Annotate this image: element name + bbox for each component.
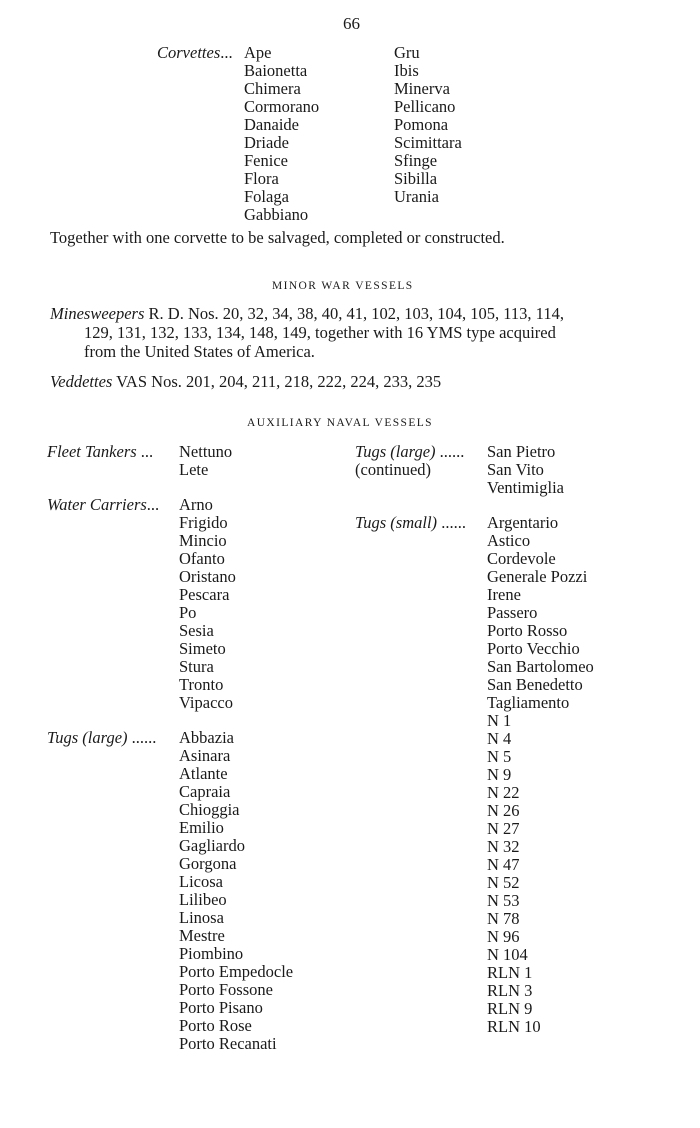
list-item: Gru <box>394 43 420 62</box>
list-item: Emilio <box>179 818 224 837</box>
list-item: Folaga <box>244 187 289 206</box>
list-item: N 52 <box>487 873 520 892</box>
list-item: N 32 <box>487 837 520 856</box>
list-item: Linosa <box>179 908 224 927</box>
list-item: Ape <box>244 43 272 62</box>
list-item: Sfinge <box>394 151 438 170</box>
list-item: Stura <box>179 657 214 676</box>
tugs-large-continued-heading <box>355 443 464 461</box>
list-item: Minerva <box>394 79 450 98</box>
tugs-large-heading <box>47 729 156 747</box>
list-item: Simeto <box>179 639 226 658</box>
list-item: N 104 <box>487 945 528 964</box>
list-item: Sesia <box>179 621 214 640</box>
list-item: Astico <box>487 531 531 550</box>
list-item: Licosa <box>179 872 223 891</box>
list-item: N 78 <box>487 909 520 928</box>
list-item: RLN 10 <box>487 1017 541 1036</box>
fleet-tankers-leader: ... <box>140 442 154 461</box>
list-item: Ventimiglia <box>487 478 564 497</box>
list-item: N 5 <box>487 747 512 766</box>
fleet-tankers-label: Fleet Tankers <box>47 442 137 461</box>
list-item: Flora <box>244 169 279 188</box>
list-item: N 26 <box>487 801 520 820</box>
veddettes-label: Veddettes <box>50 372 113 391</box>
corvettes-note: Together with one corvette to be salvaged, completed or constructed. <box>50 228 505 247</box>
veddettes-entry <box>50 373 441 391</box>
list-item: Porto Vecchio <box>487 639 580 658</box>
list-item: Mestre <box>179 926 225 945</box>
list-item: Porto Pisano <box>179 998 263 1017</box>
list-item: Cordevole <box>487 549 556 568</box>
list-item: Asinara <box>179 746 231 765</box>
list-item: Porto Fossone <box>179 980 273 999</box>
list-item: RLN 1 <box>487 963 533 982</box>
page-number: 66 <box>343 14 360 33</box>
tugs-large-continued-label: Tugs (large) <box>355 442 436 461</box>
tugs-large-continued-sub: (continued) <box>355 460 432 479</box>
list-item: Porto Rosso <box>487 621 568 640</box>
water-carriers-heading <box>47 496 159 514</box>
list-item: Pellicano <box>394 97 456 116</box>
list-item: Passero <box>487 603 538 622</box>
list-item: Irene <box>487 585 521 604</box>
list-item: Porto Rose <box>179 1016 252 1035</box>
list-item: Po <box>179 603 197 622</box>
list-item: Scimittara <box>394 133 462 152</box>
list-item: Generale Pozzi <box>487 567 588 586</box>
list-item: Pescara <box>179 585 230 604</box>
list-item: Tronto <box>179 675 224 694</box>
list-item: Porto Empedocle <box>179 962 294 981</box>
list-item: Nettuno <box>179 442 233 461</box>
water-carriers-label: Water Carriers <box>47 495 147 514</box>
water-carriers-leader: ... <box>146 495 160 514</box>
list-item: Urania <box>394 187 439 206</box>
minesweepers-line-2: 129, 131, 132, 133, 134, 148, 149, together with 16 YMS type acquired <box>84 323 556 342</box>
list-item: Argentario <box>487 513 559 532</box>
list-item: Atlante <box>179 764 228 783</box>
tugs-large-continued-leader: ...... <box>439 442 465 461</box>
list-item: Driade <box>244 133 289 152</box>
list-item: Cormorano <box>244 97 320 116</box>
list-item: Oristano <box>179 567 236 586</box>
list-item: Gagliardo <box>179 836 245 855</box>
tugs-large-label: Tugs (large) <box>47 728 128 747</box>
list-item: San Benedetto <box>487 675 583 694</box>
veddettes-text: VAS Nos. 201, 204, 211, 218, 222, 224, 233, 235 <box>116 372 442 391</box>
list-item: Porto Recanati <box>179 1034 277 1053</box>
list-item: Vipacco <box>179 693 233 712</box>
section-heading-auxiliary-naval-vessels: AUXILIARY NAVAL VESSELS <box>247 417 433 429</box>
fleet-tankers-list <box>179 443 232 479</box>
minesweepers-line-1: R. D. Nos. 20, 32, 34, 38, 40, 41, 102, 103, 104, 105, 113, 114, <box>148 304 564 323</box>
list-item: Chioggia <box>179 800 240 819</box>
list-item: N 1 <box>487 711 512 730</box>
section-heading-minor-war-vessels: MINOR WAR VESSELS <box>272 280 414 292</box>
list-item: Gabbiano <box>244 205 309 224</box>
list-item: RLN 3 <box>487 981 533 1000</box>
minesweepers-line-3: from the United States of America. <box>84 342 315 361</box>
list-item: Fenice <box>244 151 288 170</box>
tugs-large-continued-list <box>487 443 564 497</box>
list-item: N 22 <box>487 783 520 802</box>
list-item: Chimera <box>244 79 301 98</box>
list-item: RLN 9 <box>487 999 533 1018</box>
list-item: Mincio <box>179 531 227 550</box>
list-item: Frigido <box>179 513 228 532</box>
list-item: Lete <box>179 460 209 479</box>
corvettes-leader: ... <box>220 43 233 62</box>
list-item: Baionetta <box>244 61 308 80</box>
tugs-small-heading <box>355 514 466 532</box>
list-item: Ibis <box>394 61 419 80</box>
water-carriers-list <box>179 496 236 712</box>
list-item: San Pietro <box>487 442 556 461</box>
list-item: Capraia <box>179 782 231 801</box>
corvettes-heading <box>157 44 233 62</box>
list-item: San Vito <box>487 460 544 479</box>
list-item: Pomona <box>394 115 449 134</box>
tugs-small-list <box>487 514 594 1036</box>
list-item: N 96 <box>487 927 520 946</box>
minesweepers-label: Minesweepers <box>50 304 145 323</box>
list-item: N 9 <box>487 765 512 784</box>
minesweepers-entry <box>50 304 564 361</box>
tugs-large-list <box>179 729 293 1053</box>
tugs-small-label: Tugs (small) <box>355 513 438 532</box>
list-item: Danaide <box>244 115 299 134</box>
list-item: Sibilla <box>394 169 438 188</box>
list-item: Gorgona <box>179 854 237 873</box>
tugs-small-leader: ...... <box>441 513 466 532</box>
list-item: Abbazia <box>179 728 234 747</box>
list-item: Tagliamento <box>487 693 570 712</box>
list-item: Ofanto <box>179 549 225 568</box>
list-item: N 47 <box>487 855 520 874</box>
fleet-tankers-heading <box>47 443 153 461</box>
corvettes-list-2 <box>394 44 462 206</box>
list-item: N 53 <box>487 891 520 910</box>
list-item: Piombino <box>179 944 244 963</box>
list-item: Arno <box>179 495 213 514</box>
list-item: San Bartolomeo <box>487 657 594 676</box>
list-item: Lilibeo <box>179 890 227 909</box>
corvettes-list-1 <box>244 44 319 224</box>
list-item: N 27 <box>487 819 520 838</box>
list-item: N 4 <box>487 729 512 748</box>
corvettes-label: Corvettes <box>157 43 221 62</box>
tugs-large-leader: ...... <box>131 728 157 747</box>
